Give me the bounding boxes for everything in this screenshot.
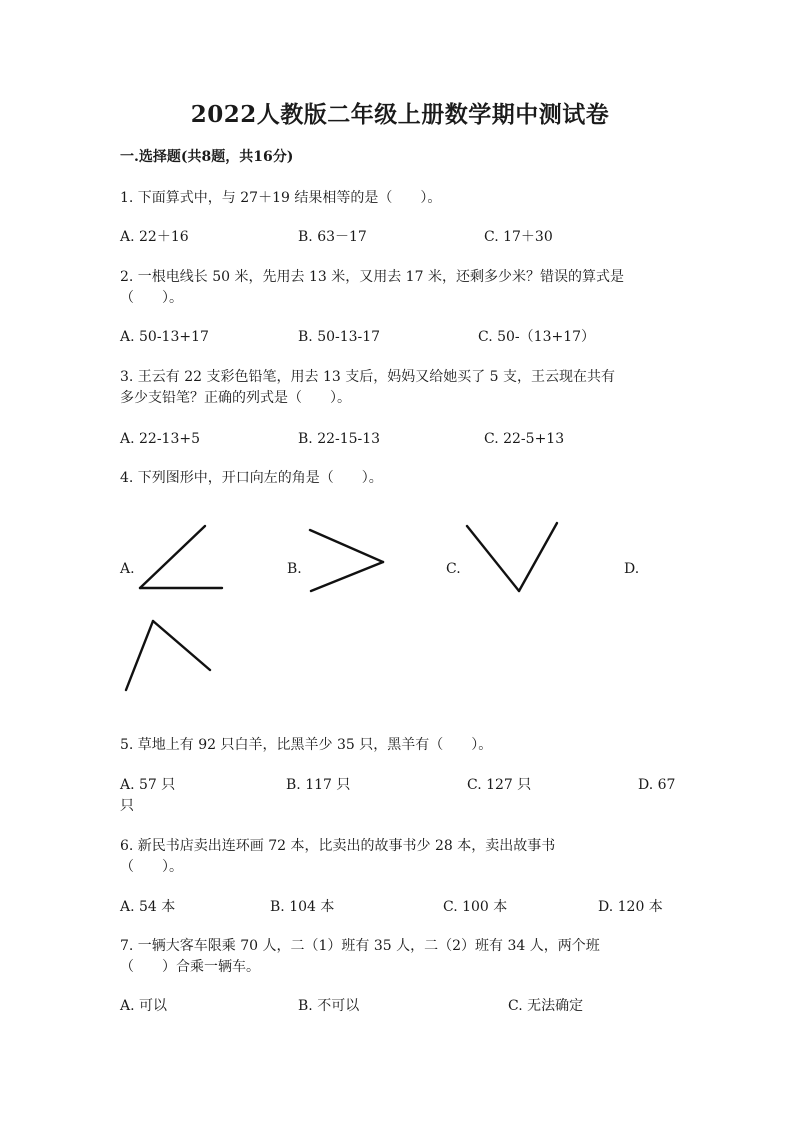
angle-figure-b xyxy=(300,525,395,600)
angle-figure-c xyxy=(460,515,565,600)
q7-option-b: B. 不可以 xyxy=(298,998,360,1014)
q6-option-b: B. 104 本 xyxy=(270,899,335,915)
question-7-line2: （ ）合乘一辆车。 xyxy=(120,959,260,975)
question-3-line2: 多少支铅笔？正确的列式是（ ）。 xyxy=(120,390,351,406)
question-6-line1: 6. 新民书店卖出连环画 72 本，比卖出的故事书少 28 本，卖出故事书 xyxy=(120,838,556,854)
q3-option-a: A. 22-13+5 xyxy=(120,431,201,447)
question-3-line1: 3. 王云有 22 支彩色铅笔，用去 13 支后，妈妈又给她买了 5 支，王云现在共有 xyxy=(120,369,616,385)
q4-option-d: D. xyxy=(624,561,640,577)
exam-title: 2022人教版二年级上册数学期中测试卷 xyxy=(190,101,610,128)
question-1: 1. 下面算式中，与 27＋19 结果相等的是（ ）。 xyxy=(120,190,442,206)
angle-figure-a xyxy=(130,520,230,600)
q7-option-c: C. 无法确定 xyxy=(508,998,584,1014)
q4-option-a: A. xyxy=(120,561,135,577)
section-heading: 一.选择题(共8题，共16分) xyxy=(120,149,294,165)
q2-option-c: C. 50-（13+17） xyxy=(478,329,596,345)
q1-option-c: C. 17＋30 xyxy=(484,229,553,245)
q1-option-a: A. 22＋16 xyxy=(120,229,189,245)
q5-option-c: C. 127 只 xyxy=(467,777,532,793)
q3-option-c: C. 22-5+13 xyxy=(484,431,565,447)
question-4: 4. 下列图形中，开口向左的角是（ ）。 xyxy=(120,470,383,486)
q6-option-d: D. 120 本 xyxy=(598,899,663,915)
q6-option-c: C. 100 本 xyxy=(443,899,508,915)
q1-option-b: B. 63－17 xyxy=(298,229,367,245)
q5-option-d-wrap: 只 xyxy=(120,798,134,814)
q6-option-a: A. 54 本 xyxy=(120,899,176,915)
question-2-line1: 2. 一根电线长 50 米，先用去 13 米，又用去 17 米，还剩多少米？错误的算式是 xyxy=(120,269,624,285)
question-6-line2: （ ）。 xyxy=(120,859,183,875)
angle-figure-d xyxy=(118,614,218,699)
q5-option-b: B. 117 只 xyxy=(286,777,351,793)
question-5: 5. 草地上有 92 只白羊，比黑羊少 35 只，黑羊有（ ）。 xyxy=(120,737,493,753)
q4-option-b: B. xyxy=(287,561,302,577)
q5-option-d: D. 67 xyxy=(638,777,676,793)
question-2-line2: （ ）。 xyxy=(120,290,183,306)
q2-option-b: B. 50-13-17 xyxy=(298,329,381,345)
question-7-line1: 7. 一辆大客车限乘 70 人，二（1）班有 35 人，二（2）班有 34 人，两个班 xyxy=(120,938,600,954)
q7-option-a: A. 可以 xyxy=(120,998,168,1014)
q5-option-a: A. 57 只 xyxy=(120,777,176,793)
q3-option-b: B. 22-15-13 xyxy=(298,431,381,447)
q2-option-a: A. 50-13+17 xyxy=(120,329,209,345)
q4-option-c: C. xyxy=(446,561,461,577)
